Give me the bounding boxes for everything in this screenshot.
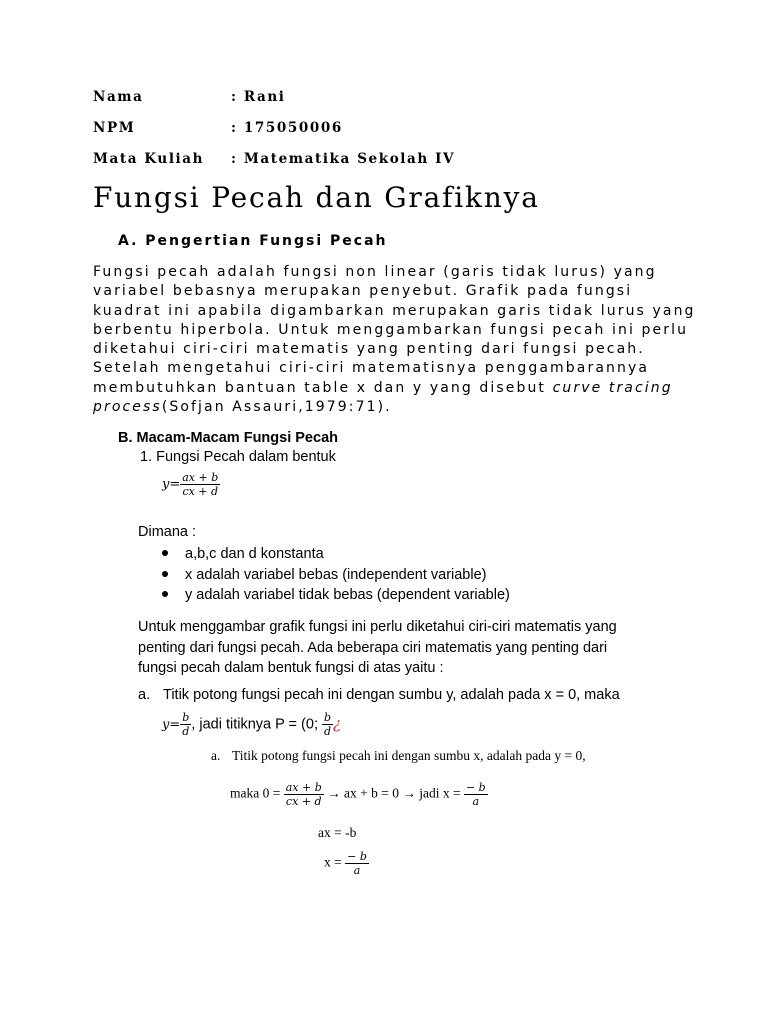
numerator: ax + b <box>285 781 322 794</box>
denominator: a <box>353 864 361 877</box>
equation-x-intercept <box>230 781 488 808</box>
info-value: : 175050006 <box>231 120 343 136</box>
bullet-text: x adalah variabel bebas (independent variable) <box>185 566 487 583</box>
bullet-icon <box>162 591 168 597</box>
equation-text: → ax + b = 0 → jadi x = <box>323 785 464 801</box>
item-text: Titik potong fungsi pecah ini dengan sumbu y, adalah pada x = 0, maka <box>163 687 620 703</box>
paragraph-line: kuadrat ini apabila digambarkan merupakan garis tidak lurus yang <box>93 302 696 319</box>
denominator: cx + d <box>285 795 322 808</box>
italic-term: curve tracing <box>552 379 673 396</box>
formula-lhs: y= <box>162 717 181 733</box>
fraction <box>345 850 369 877</box>
list-item-a <box>138 687 620 703</box>
denominator: d <box>324 725 332 738</box>
list-item-a-x-intercept <box>211 748 586 764</box>
paragraph-line: Setelah mengetahui ciri-ciri matematisnya penggambarannya <box>93 360 650 377</box>
line-text: membutuhkan bantuan table x dan y yang disebut <box>93 379 553 396</box>
list-item-1: 1. Fungsi Pecah dalam bentuk <box>140 449 336 465</box>
info-label: NPM <box>93 120 136 136</box>
formula-general <box>162 471 220 498</box>
section-a-heading: A. Pengertian Fungsi Pecah <box>118 233 388 249</box>
fraction <box>180 471 220 498</box>
numerator: b <box>182 711 190 724</box>
formula-lhs: y= <box>162 477 181 493</box>
item-text: Titik potong fungsi pecah ini dengan sumbu x, adalah pada y = 0, <box>232 748 586 763</box>
formula-y-intercept <box>162 711 341 738</box>
paragraph-line: Fungsi pecah adalah fungsi non linear (garis tidak lurus) yang <box>93 264 657 280</box>
equation-text: x = <box>324 854 346 870</box>
formula-text: , jadi titiknya P = (0; <box>191 716 322 733</box>
section-a-paragraph <box>93 263 696 417</box>
paragraph-line: Untuk menggambar grafik fungsi ini perlu diketahui ciri-ciri matematis yang <box>138 619 617 635</box>
dimana-label: Dimana : <box>138 524 197 540</box>
numerator: ax + b <box>182 471 219 484</box>
fraction <box>464 781 488 808</box>
paragraph-line <box>93 398 663 417</box>
paragraph-line: fungsi pecah dalam bentuk fungsi di atas yaitu : <box>138 660 444 676</box>
paragraph-line: diketahui ciri-ciri matematis yang penting dari fungsi pecah. <box>93 341 645 358</box>
paragraph-line: penting dari fungsi pecah. Ada beberapa ciri matematis yang penting dari <box>138 639 608 656</box>
document-title: Fungsi Pecah dan Grafiknya <box>93 181 540 214</box>
fraction <box>322 711 333 738</box>
paragraph-line <box>93 379 673 398</box>
info-label: Nama <box>93 89 144 105</box>
info-value: : Rani <box>231 89 286 105</box>
section-b-paragraph <box>138 617 617 679</box>
bullet-text: a,b,c dan d konstanta <box>185 546 324 562</box>
fraction <box>284 781 324 808</box>
numerator: − b <box>347 850 367 863</box>
item-label: a. <box>138 687 151 703</box>
item-label: a. <box>211 748 221 763</box>
numerator: − b <box>465 781 486 794</box>
bullet-icon <box>162 571 168 577</box>
paragraph-line: berbentu hiperbola. Untuk menggambarkan fungsi pecah ini perlu <box>93 321 689 338</box>
bullet-list <box>160 545 510 607</box>
info-value: : Matematika Sekolah IV <box>231 151 456 167</box>
equation-x-solution <box>324 850 369 877</box>
broken-glyph: ¿ <box>333 714 342 733</box>
citation: (Sofjan Assauri,1979:71). <box>161 399 392 416</box>
section-b-heading: B. Macam-Macam Fungsi Pecah <box>118 430 338 446</box>
bullet-text: y adalah variabel tidak bebas (dependent variable) <box>185 587 510 603</box>
equation-text: maka 0 = <box>230 785 284 801</box>
info-label: Mata Kuliah <box>93 151 205 167</box>
denominator: a <box>472 795 480 808</box>
bullet-icon <box>162 550 168 556</box>
list-item <box>160 566 510 587</box>
equation-ax-equals: ax = -b <box>318 825 357 840</box>
italic-term: process <box>93 399 162 416</box>
list-item <box>160 545 510 566</box>
paragraph-line: variabel bebasnya merupakan penyebut. Grafik pada fungsi <box>93 283 633 300</box>
denominator: cx + d <box>182 485 219 498</box>
list-item <box>160 586 510 607</box>
denominator: d <box>182 725 190 738</box>
fraction <box>180 711 191 738</box>
numerator: b <box>324 711 332 724</box>
